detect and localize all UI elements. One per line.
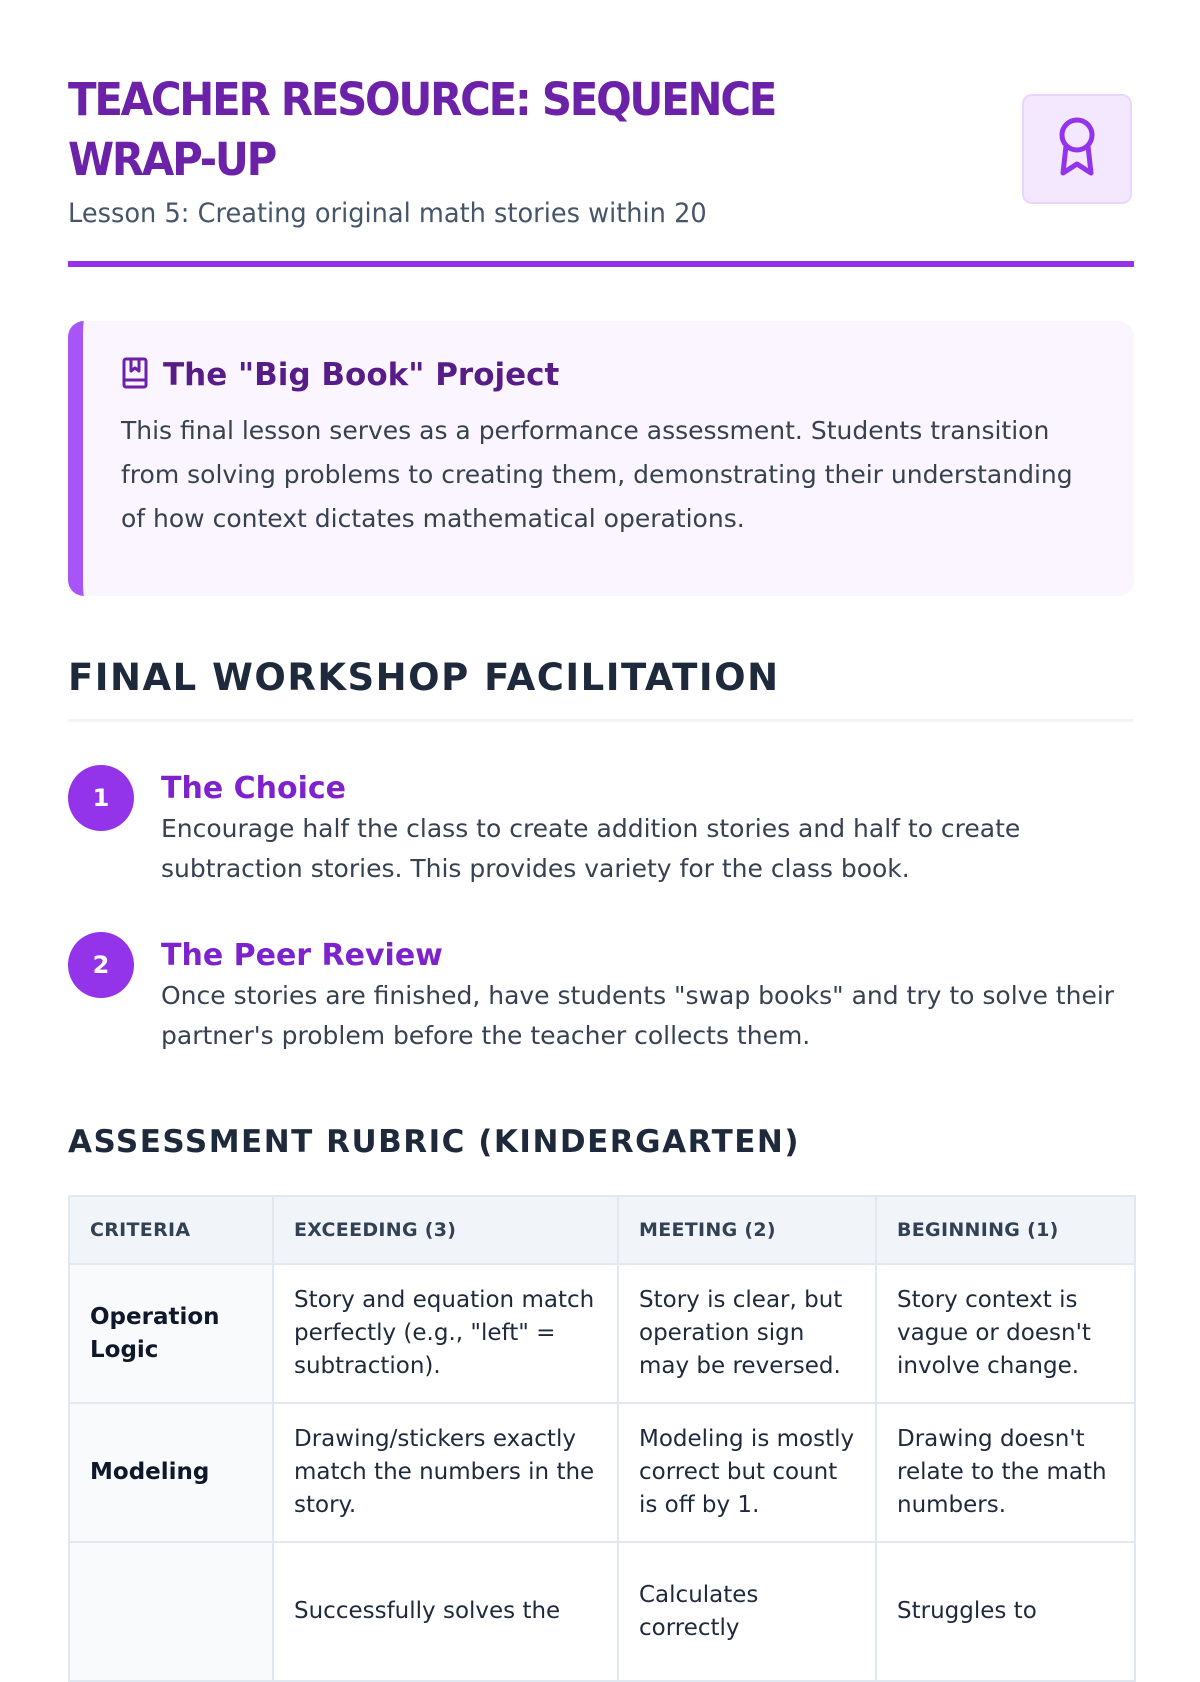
table-row	[69, 1264, 1135, 1403]
step-title: The Peer Review	[161, 938, 443, 973]
callout-header	[121, 357, 1094, 393]
beginning-cell: Story context is vague or doesn't involve change.	[876, 1264, 1135, 1403]
step-description: Once stories are finished, have students "swap books" and try to solve their partner's problem before the teacher collects them.	[161, 981, 1115, 1050]
meeting-cell: Story is clear, but operation sign may be reversed.	[618, 1264, 876, 1403]
step-description: Encourage half the class to create addition stories and half to create subtraction stories. This provides variety for the class book.	[161, 814, 1021, 883]
column-header-meeting: MEETING (2)	[618, 1196, 876, 1264]
header-divider	[68, 261, 1134, 267]
award-badge	[1022, 94, 1132, 204]
section-divider	[68, 719, 1134, 722]
table-row	[69, 1542, 1135, 1681]
step-title: The Choice	[161, 771, 347, 806]
criteria-cell	[69, 1542, 273, 1681]
criteria-cell: Operation Logic	[69, 1264, 273, 1403]
column-header-beginning: BEGINNING (1)	[876, 1196, 1135, 1264]
beginning-cell: Drawing doesn't relate to the math numbers.	[876, 1403, 1135, 1542]
workshop-heading: FINAL WORKSHOP FACILITATION	[68, 656, 780, 699]
step-content	[161, 932, 1131, 1056]
book-bookmark-icon	[121, 357, 149, 393]
page-title: TEACHER RESOURCE: SEQUENCE WRAP-UP	[68, 73, 776, 186]
page-header	[68, 70, 1134, 229]
table-header-row	[69, 1196, 1135, 1264]
callout-title: The "Big Book" Project	[163, 357, 560, 393]
table-row	[69, 1403, 1135, 1542]
column-header-criteria: CRITERIA	[69, 1196, 273, 1264]
column-header-exceeding: EXCEEDING (3)	[273, 1196, 618, 1264]
step-number-badge: 2	[68, 932, 134, 998]
assessment-rubric-table	[68, 1195, 1136, 1682]
award-ribbon-icon	[1055, 115, 1099, 183]
meeting-cell: Modeling is mostly correct but count is off by 1.	[618, 1403, 876, 1542]
exceeding-cell: Story and equation match perfectly (e.g., "left" = subtraction).	[273, 1264, 618, 1403]
beginning-cell: Struggles to	[876, 1542, 1135, 1681]
big-book-callout	[68, 321, 1134, 596]
callout-body: This final lesson serves as a performance assessment. Students transition from solving problems to creating them, demonstrating their understanding of how context dictates mathematical operations.	[121, 416, 1073, 533]
exceeding-cell: Drawing/stickers exactly match the numbers in the story.	[273, 1403, 618, 1542]
exceeding-cell: Successfully solves the	[273, 1542, 618, 1681]
page-subtitle: Lesson 5: Creating original math stories within 20	[68, 198, 707, 229]
criteria-cell: Modeling	[69, 1403, 273, 1542]
step-content	[161, 765, 1131, 889]
step-number-badge: 1	[68, 765, 134, 831]
rubric-heading: ASSESSMENT RUBRIC (KINDERGARTEN)	[68, 1124, 801, 1160]
meeting-cell: Calculates correctly	[618, 1542, 876, 1681]
